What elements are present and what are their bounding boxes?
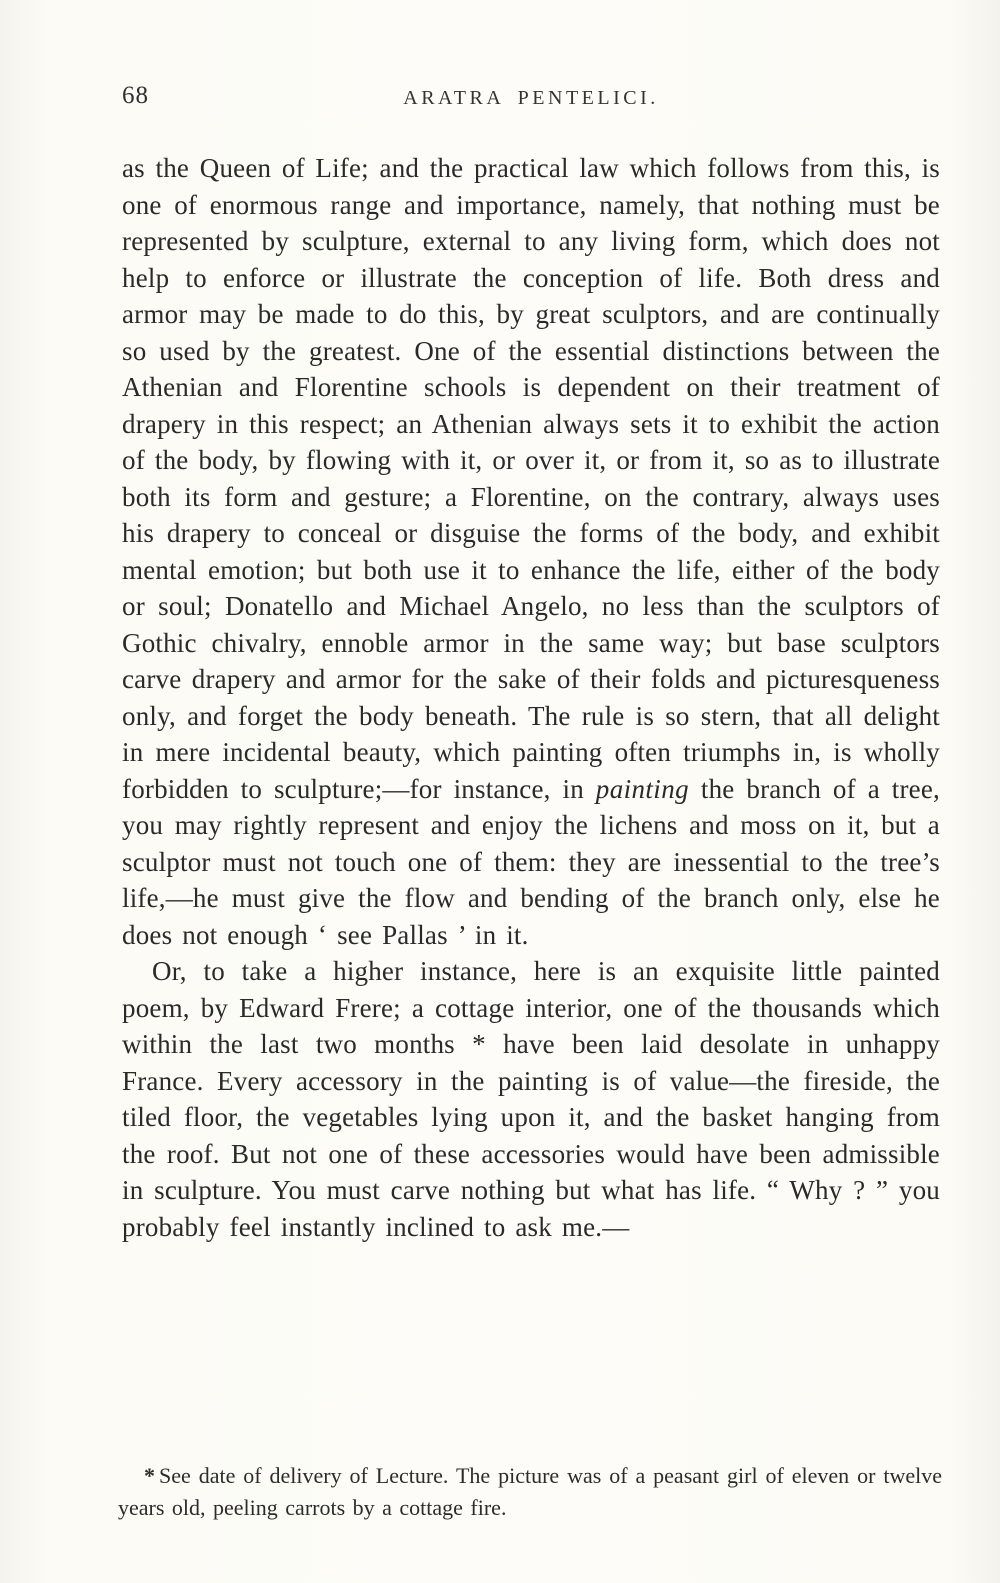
- running-title: ARATRA PENTELICI.: [403, 87, 659, 109]
- page-header: [122, 82, 940, 116]
- page-number: 68: [122, 82, 149, 109]
- paragraph-1-italic-word: painting: [595, 773, 690, 804]
- paragraph-1-text-before: as the Queen of Life; and the practical law which follows from this, is one of enormous range and importance, namely, that nothing must be represented by sculpture, external to any living form, which does not help to enforce or illustrate the conception of life. Both dress and armor may be made to do this, by great sculptors, and are continually so used by the greatest. One of the essential distinctions between the Athenian and Florentine schools is dependent on their treatment of drapery in this respect; an Athenian always sets it to exhibit the action of the body, by flowing with it, or over it, or from it, so as to illustrate both its form and gesture; a Florentine, on the contrary, always uses his drapery to conceal or disguise the forms of the body, and exhibit mental emotion; but both use it to enhance the life, either of the body or soul; Donatello and Michael Angelo, no less than the sculptors of Gothic chivalry, ennoble armor in the same way; but base sculptors carve drapery and armor for the sake of their folds and picturesqueness only, and forget the body beneath. The rule is so stern, that all delight in mere incidental beauty, which painting often triumphs in, is wholly forbidden to sculpture;—for instance, in: [122, 153, 940, 804]
- paragraph-1: [122, 150, 940, 953]
- footnote-marker: *: [144, 1463, 155, 1488]
- footnote-text: See date of delivery of Lecture. The picture was of a peasant girl of eleven or twelve years old, peeling carrots by a cottage fire.: [118, 1463, 942, 1520]
- paragraph-2: Or, to take a higher instance, here is an exquisite little painted poem, by Edward Frere; a cottage interior, one of the thousands which within the last two months * have been laid desolate in unhappy France. Every accessory in the painting is of value—the fireside, the tiled floor, the vegetables lying upon it, and the basket hanging from the roof. But not one of these accessories would have been admissible in sculpture. You must carve nothing but what has life. “ Why ? ” you probably feel instantly inclined to ask me.—: [122, 956, 940, 1242]
- footnote: [118, 1460, 942, 1524]
- page-body: [122, 150, 940, 1245]
- paragraph-1-text-after: the branch of a tree, you may rightly represent and enjoy the lichens and moss on it, but a sculptor must not touch one of them: they are inessential to the tree’s life,—he must give the flow and bending of the branch only, else he does not enough ‘ see Pallas ’ in it.: [122, 773, 940, 950]
